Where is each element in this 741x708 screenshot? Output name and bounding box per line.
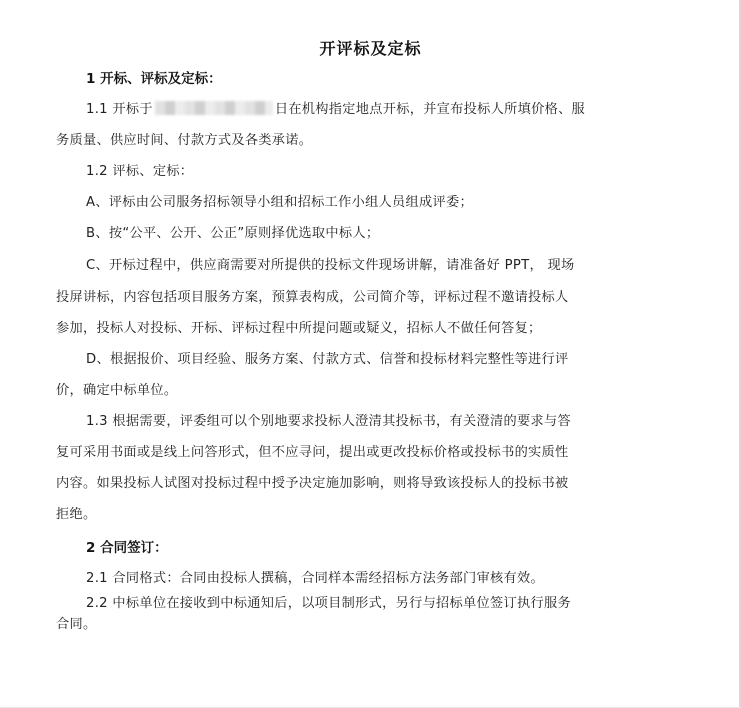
paragraph-2-2-line-2: 合同。 [56,617,97,632]
paragraph-1-3-line-2: 复可采用书面或是线上问答形式，但不应寻问，提出或更改投标价格或投标书的实质性 [56,445,569,460]
item-d-line-2: 价，确定中标单位。 [56,383,178,398]
paragraph-1-1-prefix: 1.1 开标于 [86,102,153,117]
section-heading-2: 2 合同签订： [86,540,168,556]
paragraph-2-2-line-1: 2.2 中标单位在接收到中标通知后，以项目制形式，另行与招标单位签订执行服务 [86,596,571,611]
paragraph-1-1-suffix: 日在机构指定地点开标，并宣布投标人所填价格、服 [274,102,586,117]
item-c-line-2: 投屏讲标，内容包括项目服务方案，预算表构成，公司简介等，评标过程不邀请投标人 [56,290,569,305]
paragraph-1-3-line-1: 1.3 根据需要，评委组可以个别地要求投标人澄清其投标书，有关澄清的要求与答 [86,414,571,429]
item-b: B、按“公平、公开、公正”原则择优选取中标人； [86,226,380,241]
paragraph-2-1: 2.1 合同格式：合同由投标人撰稿，合同样本需经招标方法务部门审核有效。 [86,571,544,586]
paragraph-1-1-line-1 [86,98,585,117]
redacted-date [155,101,273,115]
item-a: A、评标由公司服务招标领导小组和招标工作小组人员组成评委； [86,195,473,210]
paragraph-1-2: 1.2 评标、定标： [86,164,194,179]
item-c-line-1: C、开标过程中，供应商需要对所提供的投标文件现场讲解，请准备好 PPT， 现场 [86,258,575,273]
page-title: 开评标及定标 [319,39,422,58]
paragraph-1-1-line-2: 务质量、供应时间、付款方式及各类承诺。 [56,133,313,148]
section-heading-1: 1 开标、评标及定标： [86,71,222,87]
paragraph-1-3-line-4: 拒绝。 [56,507,97,522]
item-d-line-1: D、根据报价、项目经验、服务方案、付款方式、信誉和投标材料完整性等进行评 [86,352,569,367]
item-c-line-3: 参加，投标人对投标、开标、评标过程中所提问题或疑义，招标人不做任何答复； [56,321,542,336]
paragraph-1-3-line-3: 内容。如果投标人试图对投标过程中授予决定施加影响，则将导致该投标人的投标书被 [56,476,569,491]
